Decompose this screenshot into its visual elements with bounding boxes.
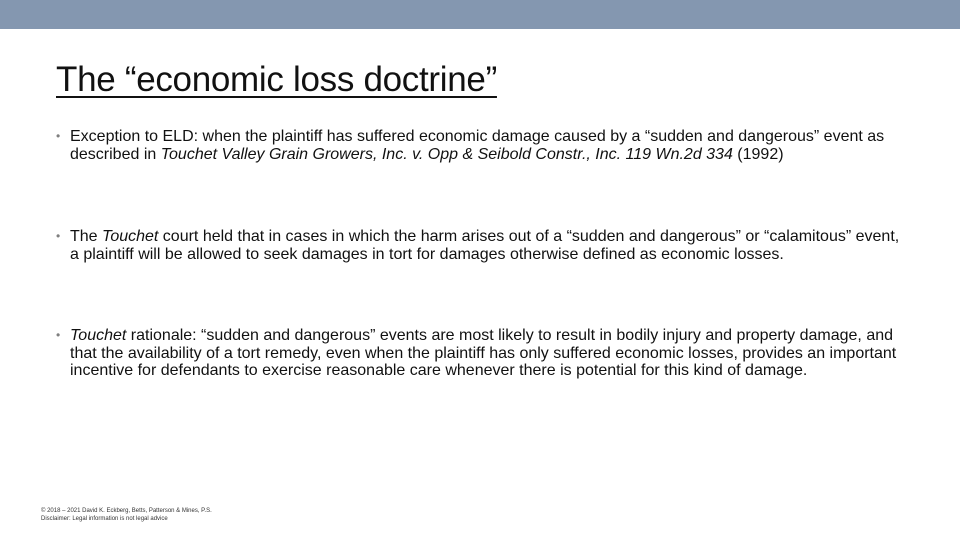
top-color-band (0, 0, 960, 29)
copyright-notice: © 2018 – 2021 David K. Eckberg, Betts, Patterson & Mines, P.S. (41, 508, 212, 514)
bullet-text: Exception to ELD: when the plaintiff has suffered economic damage caused by a “sudden and dangerous” event as described in Touchet Valley Grain Growers, Inc. v. Opp & Seibold Constr., Inc. 119 Wn.2d 334 (1992) (70, 128, 885, 163)
slide-footer (41, 507, 212, 523)
bullet-item-exception (56, 128, 906, 163)
disclaimer-notice: Disclaimer: Legal information is not legal advice (41, 516, 168, 522)
bullet-dot-icon: • (56, 328, 61, 342)
bullet-item-rationale (56, 327, 906, 380)
bullet-text: The Touchet court held that in cases in which the harm arises out of a “sudden and dangerous” or “calamitous” event, a plaintiff will be allowed to seek damages in tort for damages otherwise defined as economic losses. (70, 228, 900, 263)
bullet-text: Touchet rationale: “sudden and dangerous” events are most likely to result in bodily injury and property damage, and that the availability of a tort remedy, even when the plaintiff has only suffered economic losses, provides an important incentive for defendants to exercise reasonable care whenever there is potential for this kind of damage. (70, 327, 897, 379)
slide-title: The “economic loss doctrine” (56, 60, 497, 99)
bullet-dot-icon: • (56, 229, 61, 243)
bullet-dot-icon: • (56, 129, 61, 143)
bullet-item-court-held (56, 228, 906, 263)
